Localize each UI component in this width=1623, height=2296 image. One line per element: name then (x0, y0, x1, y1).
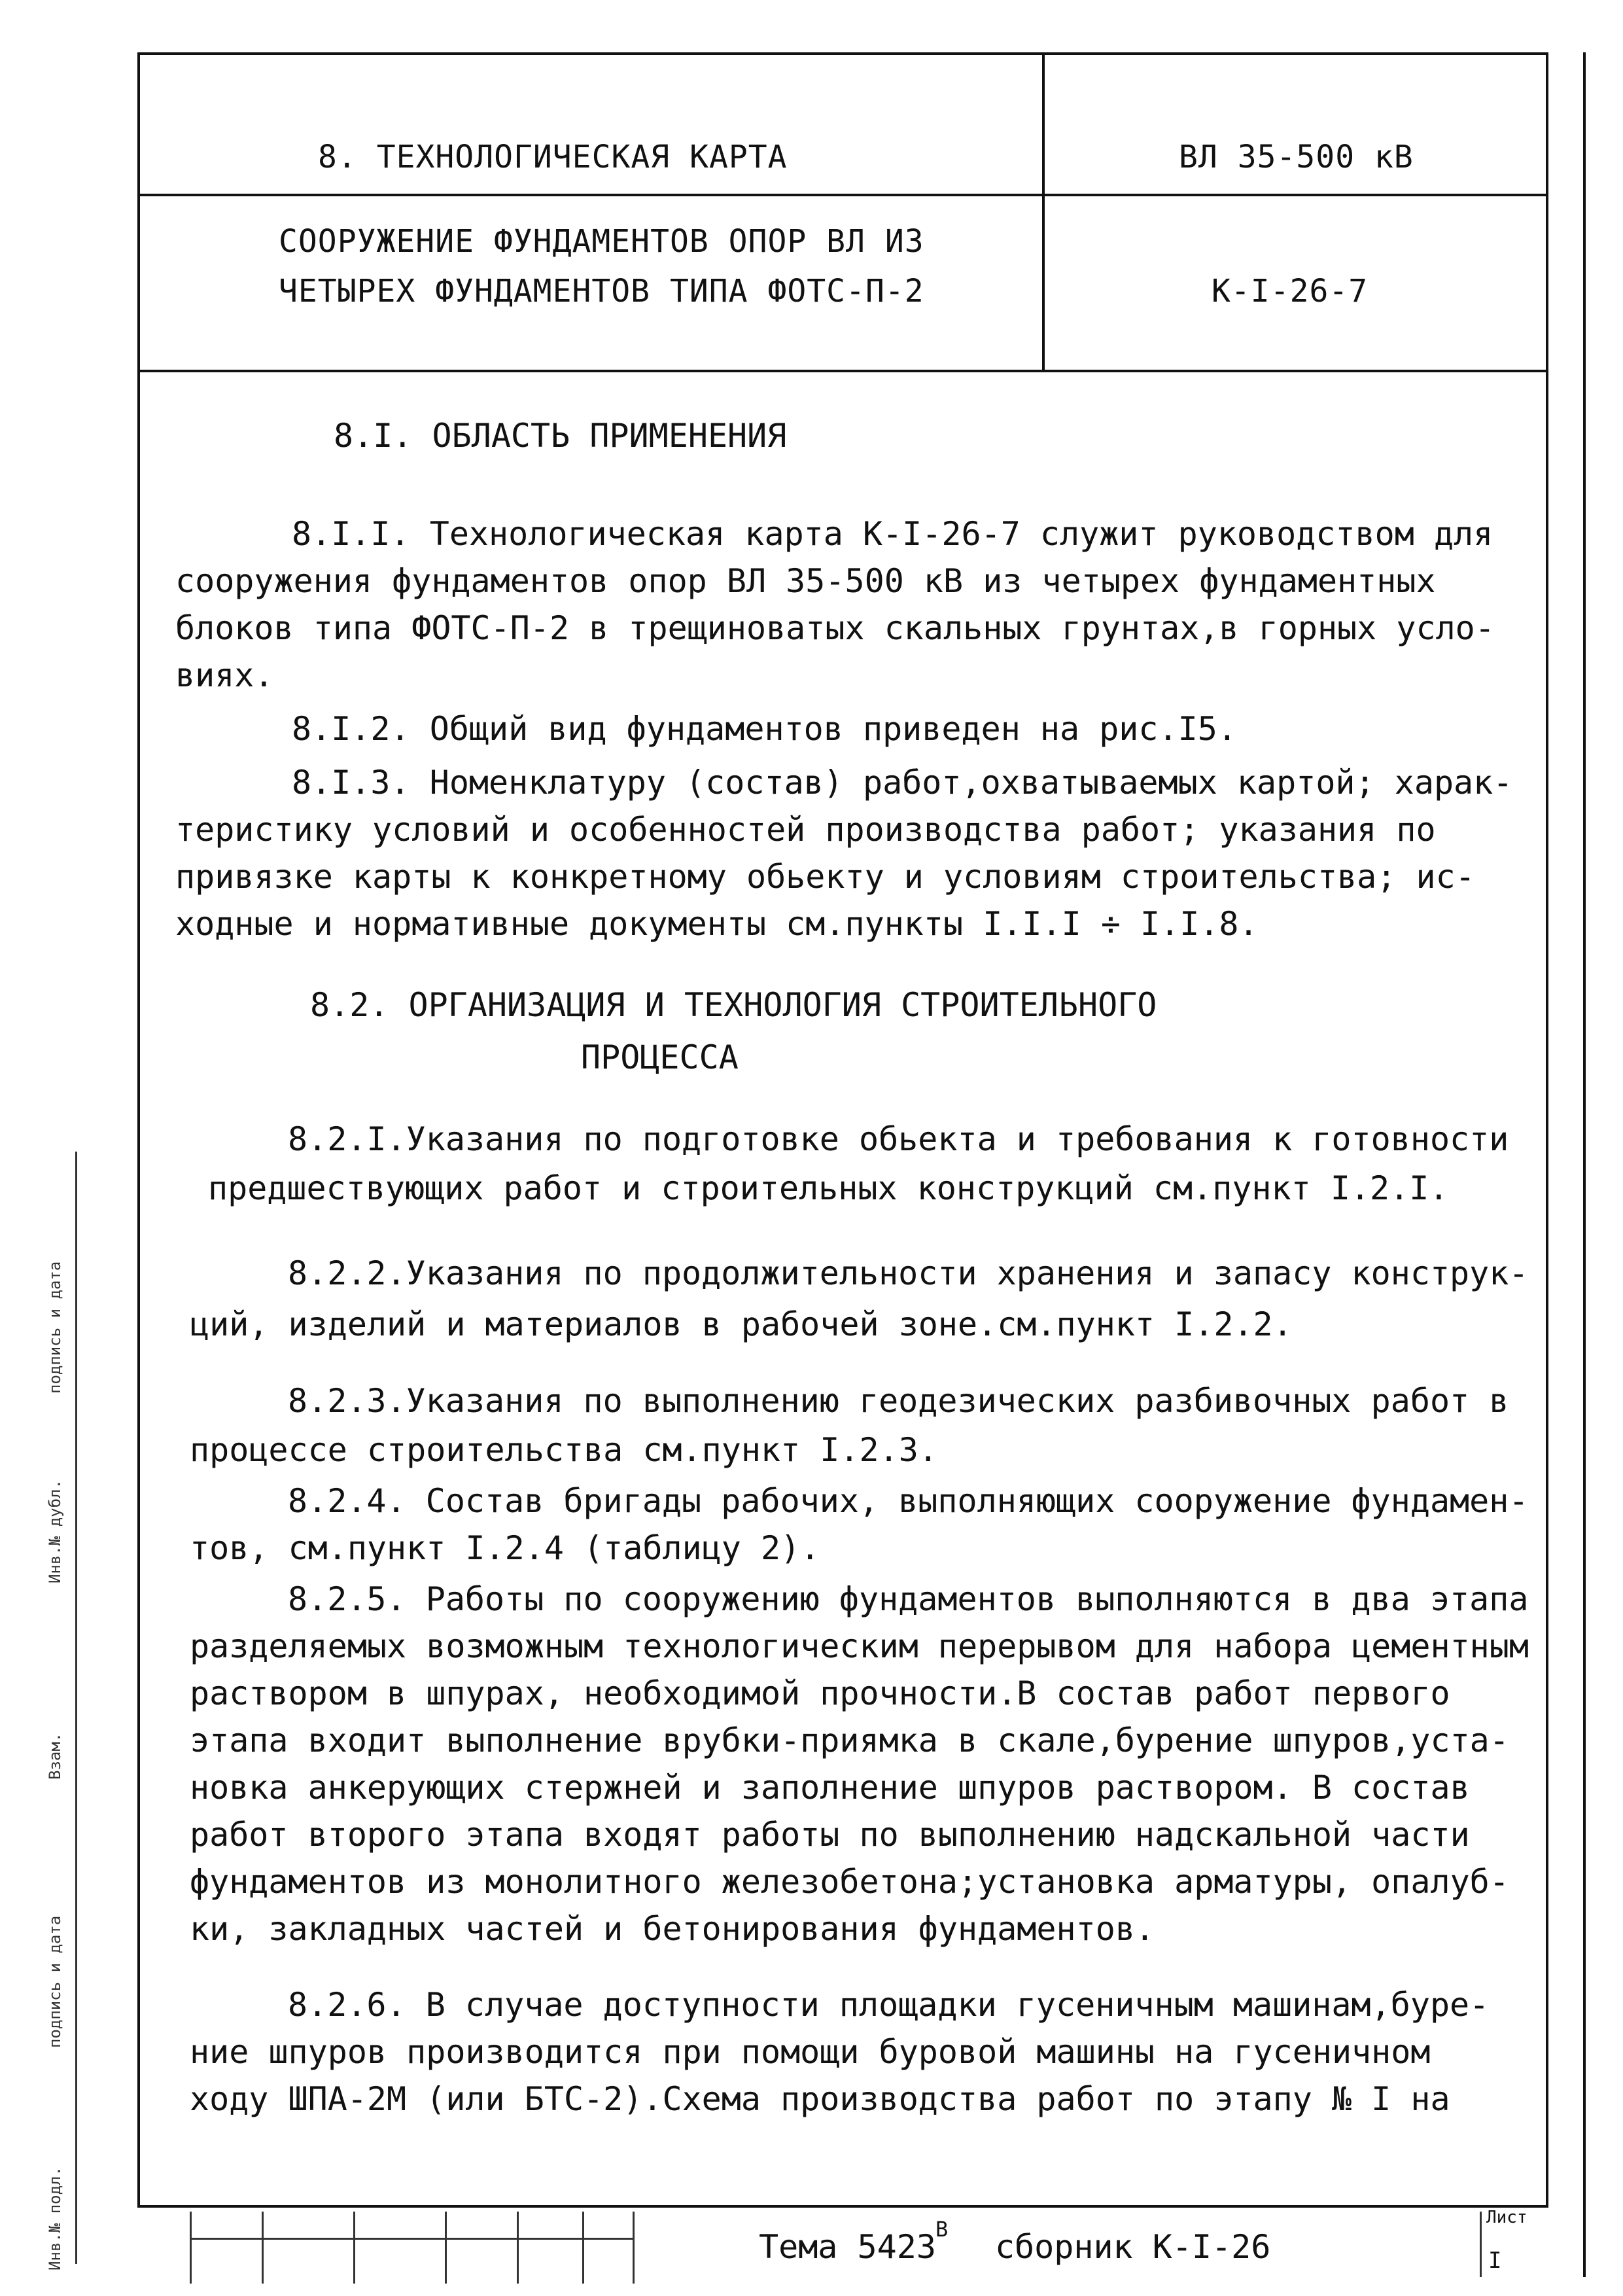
body-line: теристику условий и особенностей производства работ; указания по (175, 811, 1436, 849)
binding-strip-label: Инв.№ подл. (46, 2166, 64, 2270)
header-card-code: К-I-26-7 (1212, 273, 1369, 309)
revision-stamp-grid (190, 2212, 635, 2284)
footer-collection: сборник К-I-26 (994, 2228, 1271, 2266)
header-column-divider (1042, 52, 1045, 372)
body-line: 8.2.I.Указания по подготовке обьекта и требования к готовности (288, 1120, 1509, 1158)
body-line: 8.2.2.Указания по продолжительности хранения и запасу конструк- (288, 1254, 1529, 1292)
body-line: этапа входит выполнение врубки-приямка в скале,бурение шпуров,уста- (190, 1722, 1509, 1759)
binding-strip-label: Инв.№ дубл. (46, 1479, 64, 1583)
body-line: виях. (175, 656, 274, 694)
sheet-number: I (1488, 2248, 1502, 2274)
body-line: 8.2.4. Состав бригады рабочих, выполняющих сооружение фундамен- (288, 1482, 1529, 1520)
body-line: 8.2.6. В случае доступности площадки гусеничным машинам,буре- (288, 1986, 1490, 2024)
body-line: фундаментов из монолитного железобетона;установка арматуры, опалуб- (190, 1863, 1509, 1901)
frame-left-border (137, 52, 140, 2205)
sheet-label: Лист (1486, 2208, 1527, 2227)
header-subtitle-line: СООРУЖЕНИЕ ФУНДАМЕНТОВ ОПОР ВЛ ИЗ (279, 223, 924, 260)
frame-outer-right-border (1583, 52, 1586, 2277)
binding-strip-label: Взам. (46, 1732, 64, 1780)
section-heading: 8.I. ОБЛАСТЬ ПРИМЕНЕНИЯ (334, 417, 787, 455)
body-line: ходу ШПА-2М (или БТС-2).Схема производства работ по этапу № I на (190, 2080, 1450, 2118)
body-line: разделяемых возможным технологическим перерывом для набора цементным (190, 1627, 1529, 1665)
body-line: ние шпуров производится при помощи буровой машины на гусеничном (190, 2033, 1431, 2071)
section-heading: 8.2. ОРГАНИЗАЦИЯ И ТЕХНОЛОГИЯ СТРОИТЕЛЬНОГО (310, 986, 1157, 1024)
header-title: 8. ТЕХНОЛОГИЧЕСКАЯ КАРТА (318, 139, 788, 175)
header-voltage: ВЛ 35-500 кВ (1179, 139, 1414, 175)
body-line: раствором в шпурах, необходимой прочности.В состав работ первого (190, 1674, 1450, 1712)
body-line: 8.I.3. Номенклатуру (состав) работ,охватываемых картой; харак- (292, 764, 1513, 802)
body-line: работ второго этапа входят работы по выполнению надскальной части (190, 1816, 1470, 1854)
body-line: блоков типа ФОТС-П-2 в трещиноватых скальных грунтах,в горных усло- (175, 609, 1495, 647)
body-line: 8.I.I. Технологическая карта К-I-26-7 служит руководством для (292, 515, 1493, 553)
body-line: сооружения фундаментов опор ВЛ 35-500 кВ из четырех фундаментных (175, 562, 1436, 600)
footer-theme: Тема 5423 (759, 2228, 936, 2266)
frame-right-border (1546, 52, 1548, 2205)
body-line: предшествующих работ и строительных конструкций см.пункт I.2.I. (208, 1169, 1449, 1207)
binding-strip-label: подпись и дата (46, 1915, 64, 2048)
footer-theme-superscript: В (935, 2217, 949, 2242)
body-line: 8.2.5. Работы по сооружению фундаментов выполняются в два этапа (288, 1580, 1529, 1618)
header-bottom-border (137, 370, 1548, 372)
footer-divider (137, 2205, 1548, 2208)
footer-theme-text (759, 2228, 1270, 2266)
body-line: ки, закладных частей и бетонирования фундаментов. (190, 1910, 1155, 1948)
header-divider (137, 194, 1548, 196)
frame-top-border (137, 52, 1548, 55)
binding-strip-label: подпись и дата (46, 1261, 64, 1394)
body-line: 8.I.2. Общий вид фундаментов приведен на рис.I5. (292, 710, 1237, 748)
section-heading: ПРОЦЕССА (581, 1038, 739, 1076)
body-line: ходные и нормативные документы см.пункты I.I.I ÷ I.I.8. (175, 905, 1259, 943)
body-line: тов, см.пункт I.2.4 (таблицу 2). (190, 1529, 820, 1567)
binding-strip-line (75, 1152, 77, 2264)
body-line: новка анкерующих стержней и заполнение шпуров раствором. В состав (190, 1769, 1470, 1807)
body-line: процессе строительства см.пункт I.2.3. (190, 1431, 938, 1469)
body-line: привязке карты к конкретному обьекту и условиям строительства; ис- (175, 858, 1475, 896)
body-line: ций, изделий и материалов в рабочей зоне.см.пункт I.2.2. (190, 1305, 1293, 1343)
body-line: 8.2.3.Указания по выполнению геодезических разбивочных работ в (288, 1382, 1509, 1420)
header-subtitle-line: ЧЕТЫРЕХ ФУНДАМЕНТОВ ТИПА ФОТС-П-2 (279, 273, 924, 309)
